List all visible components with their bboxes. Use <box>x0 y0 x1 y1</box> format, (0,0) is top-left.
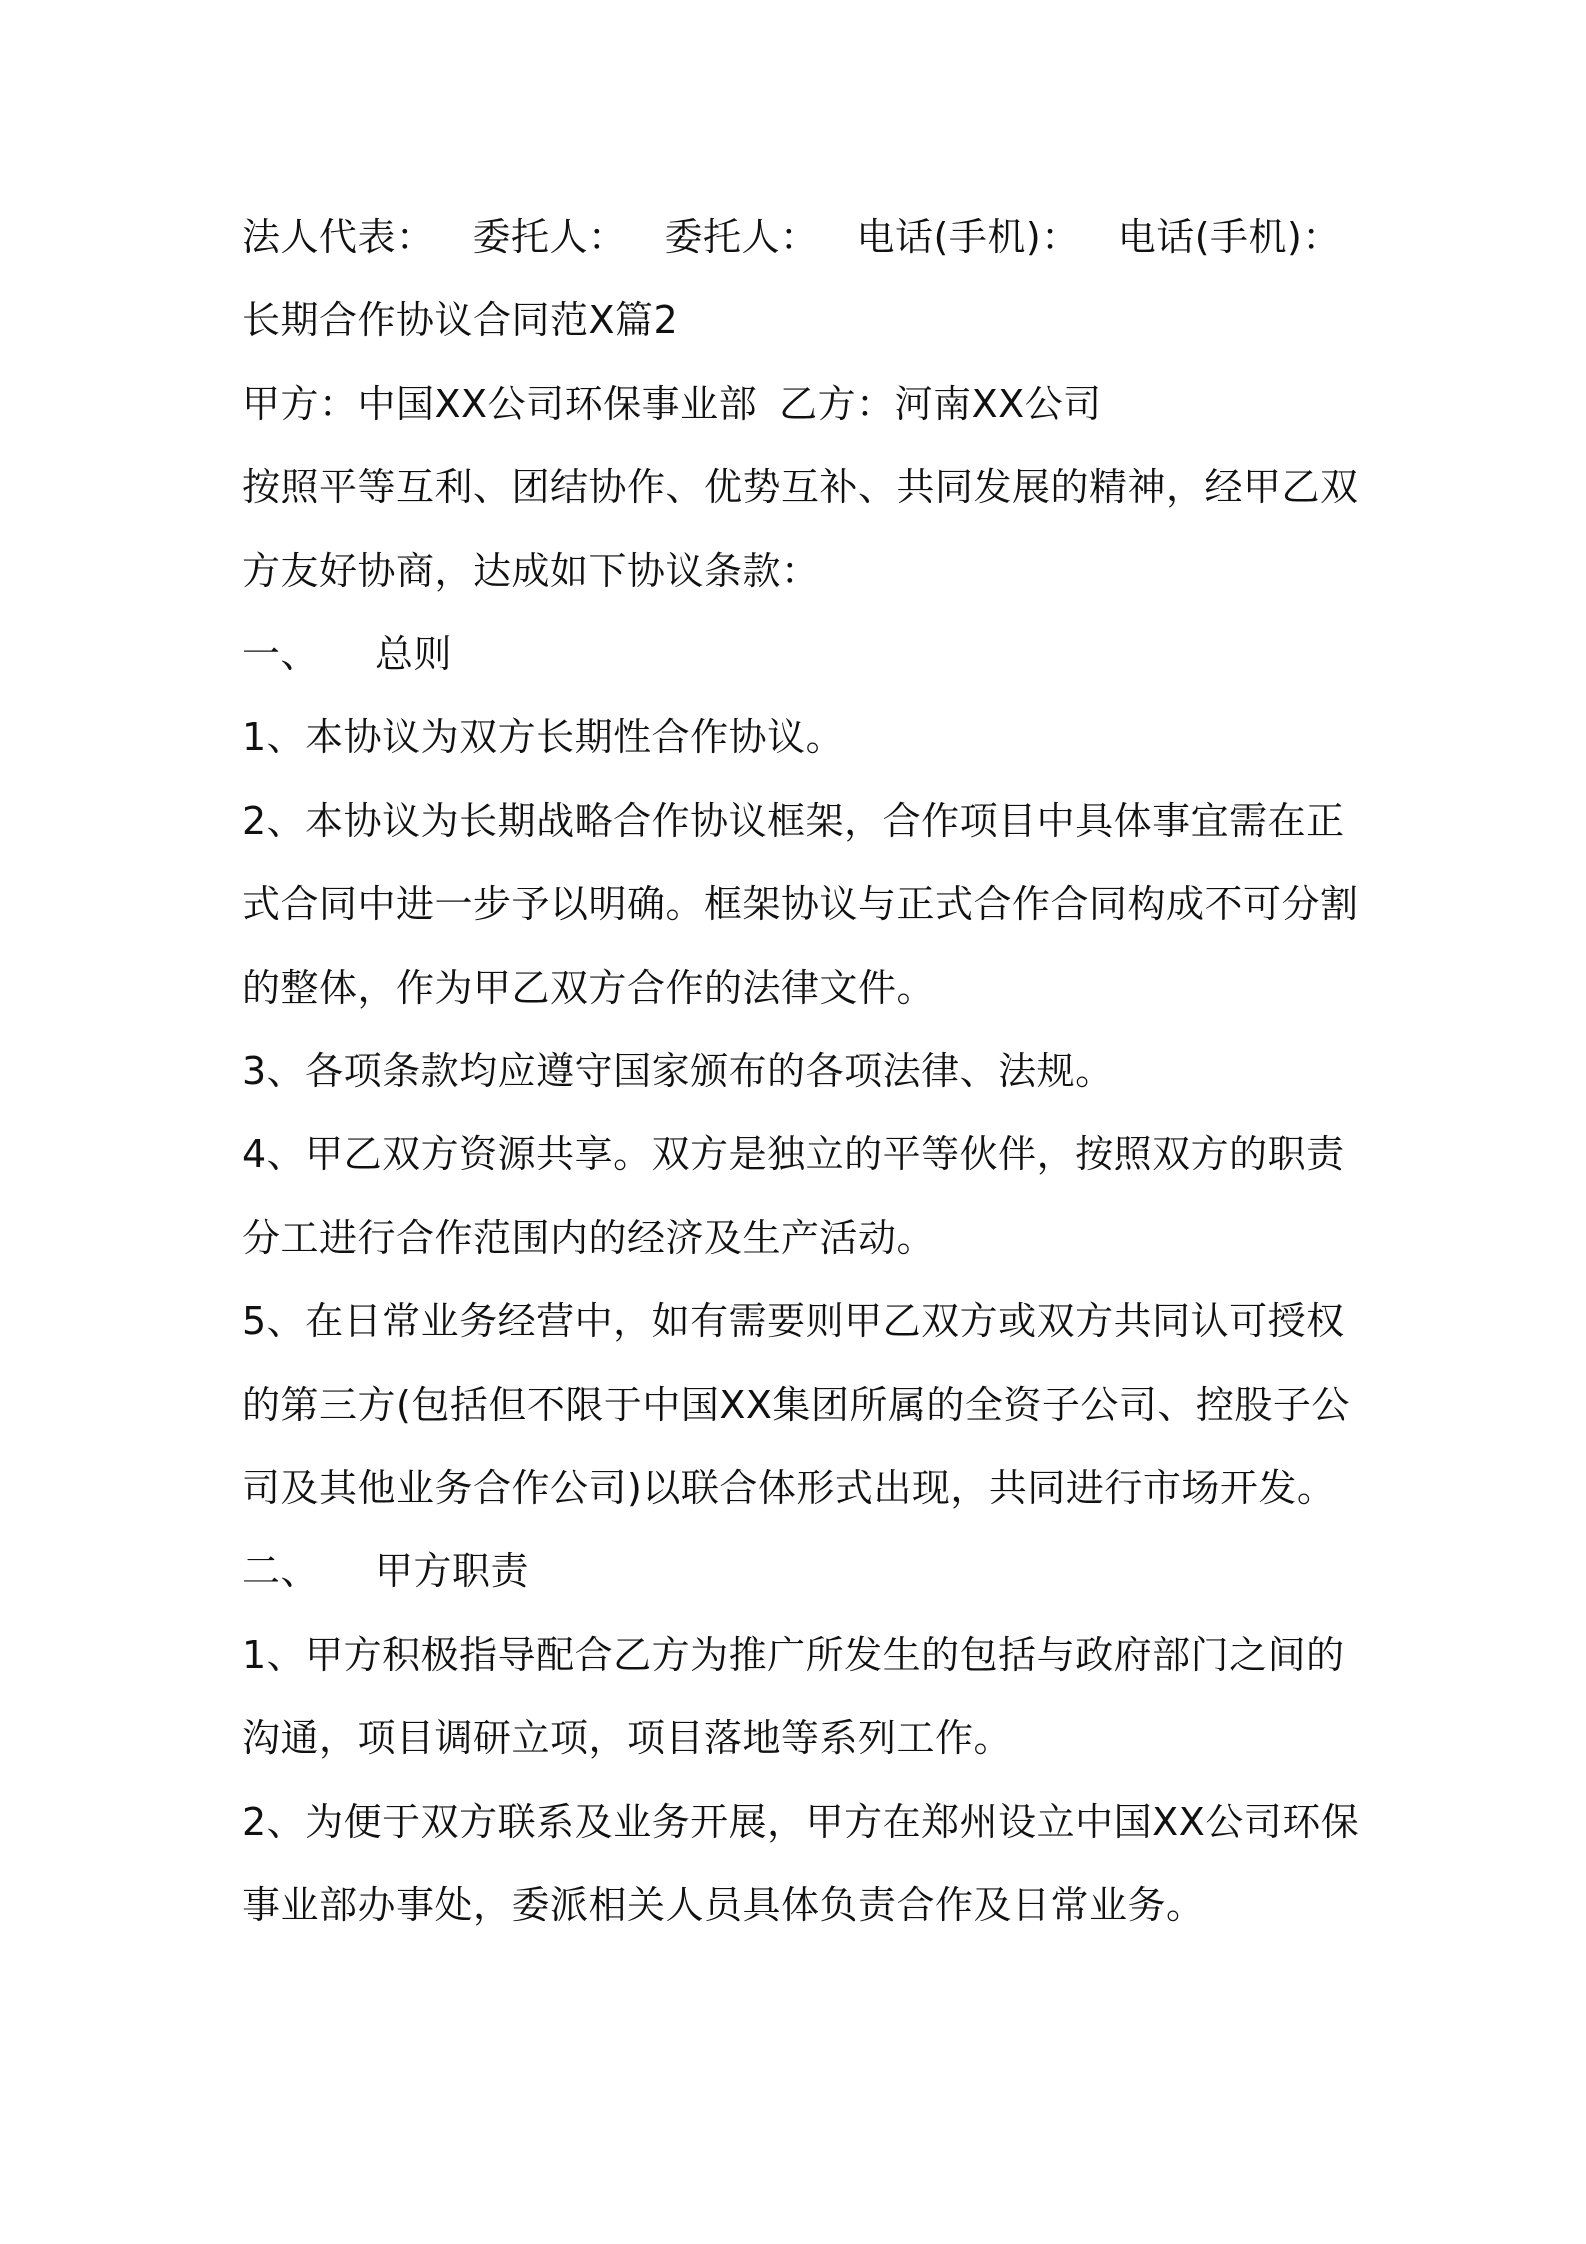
clause-1-2: 2、本协议为长期战略合作协议框架，合作项目中具体事宜需在正式合同中进一步予以明确。框架协议与正式合作合同构成不可分割的整体，作为甲乙双方合作的法律文件。 <box>242 798 1359 1010</box>
section-title: 甲方职责 <box>375 1549 530 1594</box>
section-heading-party-a-duties <box>242 1530 1362 1613</box>
document-body <box>242 196 1362 1947</box>
parties-line <box>242 363 1362 446</box>
phone-label-1: 电话(手机)： <box>856 215 1080 259</box>
party-a: 甲方：中国XX公司环保事业部 <box>242 381 758 426</box>
legal-rep-label: 法人代表： <box>242 215 435 259</box>
document-title: 长期合作协议合同范X篇2 <box>242 298 679 343</box>
phone-label-2: 电话(手机)： <box>1117 215 1341 259</box>
section-number: 二、 <box>242 1549 320 1594</box>
section-heading-general <box>242 613 1362 696</box>
signature-header-line <box>242 196 1362 279</box>
clause-2-1: 1、甲方积极指导配合乙方为推广所发生的包括与政府部门之间的沟通，项目调研立项，项目落地等系列工作。 <box>242 1632 1345 1761</box>
clause-2-2: 2、为便于双方联系及业务开展，甲方在郑州设立中国XX公司环保事业部办事处，委派相关人员具体负责合作及日常业务。 <box>242 1799 1360 1928</box>
agent-label-1: 委托人： <box>472 215 627 259</box>
intro-paragraph: 按照平等互利、团结协作、优势互补、共同发展的精神，经甲乙双方友好协商，达成如下协议条款： <box>242 465 1359 593</box>
clause-1-3: 3、各项条款均应遵守国家颁布的各项法律、法规。 <box>242 1049 1114 1093</box>
clause-1-5: 5、在日常业务经营中，如有需要则甲乙双方或双方共同认可授权的第三方(包括但不限于中国XX集团所属的全资子公司、控股子公司及其他业务合作公司)以联合体形式出现，共同进行市场开发。 <box>242 1299 1350 1511</box>
clause-1-4: 4、甲乙双方资源共享。双方是独立的平等伙伴，按照双方的职责分工进行合作范围内的经济及生产活动。 <box>242 1132 1345 1260</box>
agent-label-2: 委托人： <box>664 215 819 259</box>
party-b: 乙方：河南XX公司 <box>779 381 1102 426</box>
clause-1-1: 1、本协议为双方长期性合作协议。 <box>242 715 845 760</box>
section-number: 一、 <box>242 631 320 676</box>
section-title: 总则 <box>375 631 453 676</box>
